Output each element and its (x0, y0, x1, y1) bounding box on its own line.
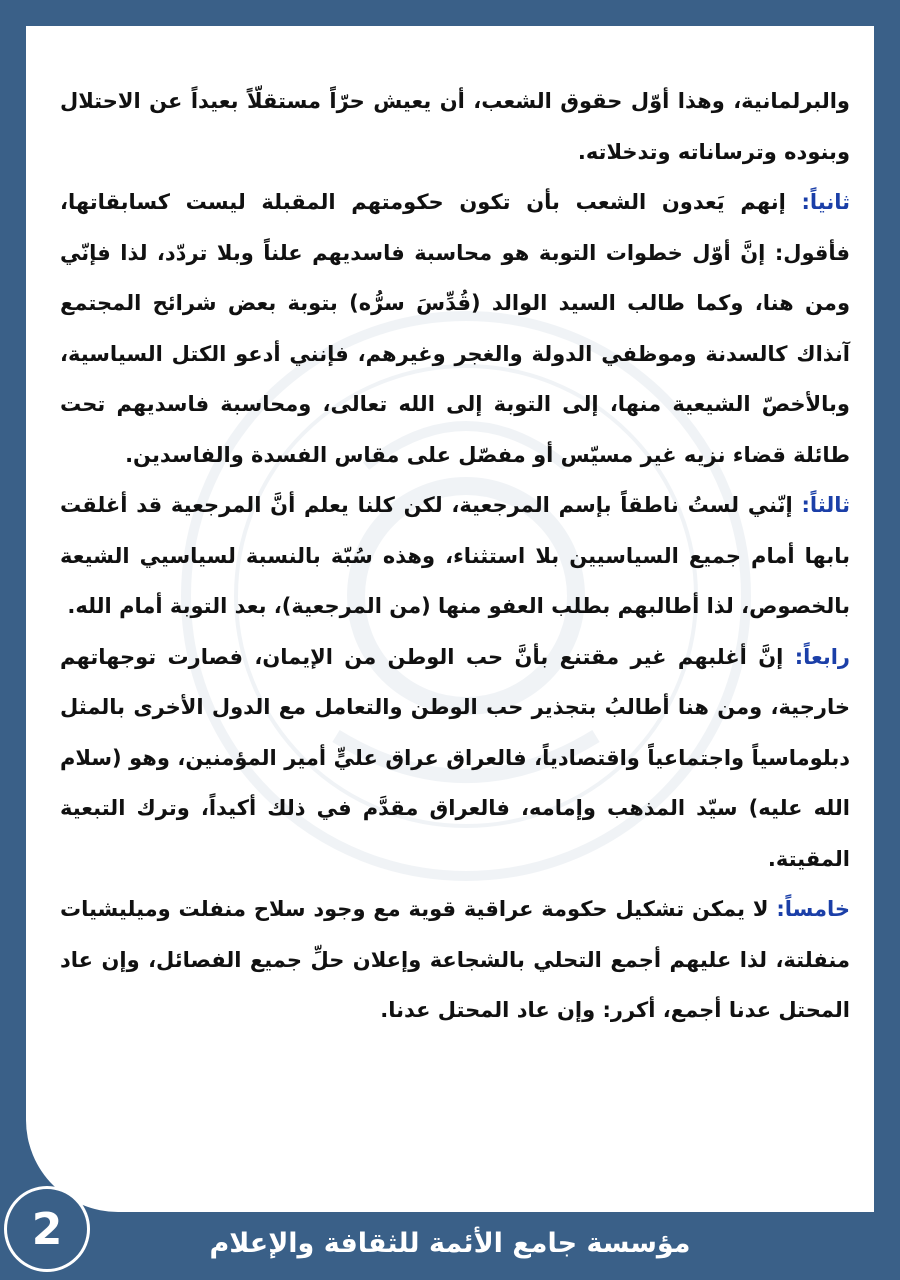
article-body (60, 76, 850, 1036)
paragraph-heading: ثالثاً: (801, 493, 850, 517)
page-sheet (26, 26, 874, 1212)
paragraph-text: إنهم يَعدون الشعب بأن تكون حكومتهم المقبلة ليست كسابقاتها، فأقول: إنَّ أوّل خطوات التوبة هو محاسبة فاسديهم علناً وبلا تردّد، لذا فإنّي ومن هنا، وكما طالب السيد الوالد (قُدِّسَ سرُّه) بتوبة بعض شرائح المجتمع آنذاك كالسدنة وموظفي الدولة والغجر وغيرهم، فإنني أدعو الكتل السياسية، وبالأخصّ الشيعية منها، إلى التوبة إلى الله تعالى، ومحاسبة فاسديهم تحت طائلة قضاء نزيه غير مسيّس أو مفصّل على مقاس الفسدة والفاسدين. (60, 190, 850, 467)
page-number-badge: 2 (4, 1186, 90, 1272)
paragraph-intro (60, 76, 850, 177)
paragraph-fifth (60, 884, 850, 1036)
paragraph-text: والبرلمانية، وهذا أوّل حقوق الشعب، أن يعيش حرّاً مستقلّاً بعيداً عن الاحتلال وبنوده وترساناته وتدخلاته. (60, 89, 850, 164)
page-footer (0, 1203, 900, 1280)
paragraph-text: إنّني لستُ ناطقاً بإسم المرجعية، لكن كلنا يعلم أنَّ المرجعية قد أغلقت بابها أمام جميع السياسيين بلا استثناء، وهذه سُبّة بالنسبة لسياسيي الشيعة بالخصوص، لذا أطالبهم بطلب العفو منها (من المرجعية)، بعد التوبة أمام الله. (60, 493, 850, 618)
paragraph-heading: رابعاً: (794, 644, 851, 669)
paragraph-second (60, 177, 850, 480)
paragraph-third (60, 480, 850, 632)
paragraph-text: لا يمكن تشكيل حكومة عراقية قوية مع وجود سلاح منفلت وميليشيات منفلتة، لذا عليهم أجمع التحلي بالشجاعة وإعلان حلِّ جميع الفصائل، وإن عاد المحتل عدنا أجمع، أكرر: وإن عاد المحتل عدنا. (60, 897, 850, 1022)
organization-title: مؤسسة جامع الأئمة للثقافة والإعلام (209, 1228, 691, 1259)
paragraph-heading: ثانياً: (801, 190, 851, 214)
paragraph-text: إنَّ أغلبهم غير مقتنع بأنَّ حب الوطن من الإيمان، فصارت توجهاتهم خارجية، ومن هنا أطالبُ بتجذير حب الوطن والتعامل مع الدول الأخرى بالمثل دبلوماسياً واجتماعياً واقتصادياً، فالعراق عراق عليٍّ أمير المؤمنين، وهو (سلام الله عليه) سيّد المذهب وإمامه، فالعراق مقدَّم في ذلك أكيداً، وترك التبعية المقيتة. (60, 644, 850, 871)
paragraph-fourth (60, 632, 850, 885)
paragraph-heading: خامساً: (776, 897, 851, 921)
